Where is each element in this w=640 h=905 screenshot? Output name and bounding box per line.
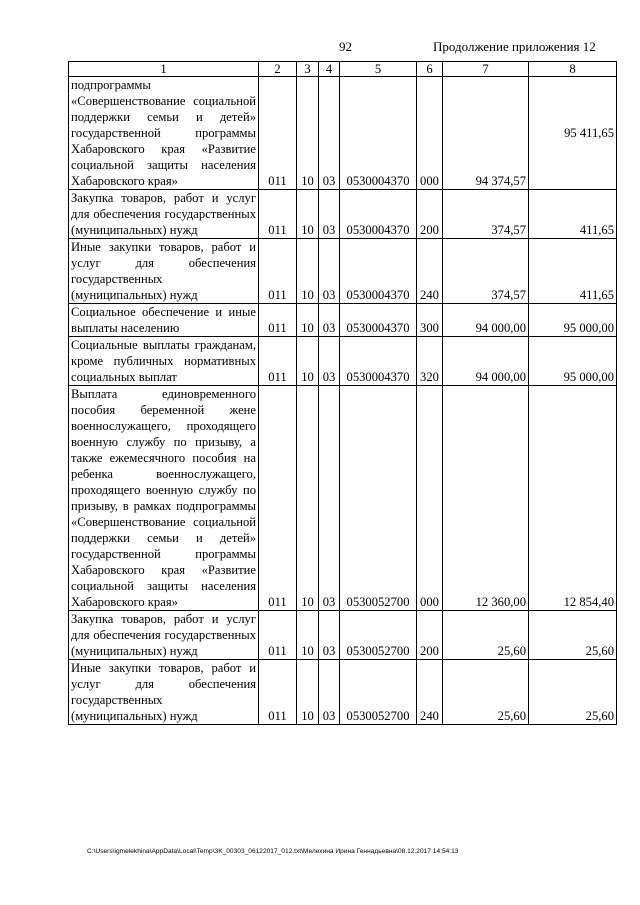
expense-name: Закупка товаров, работ и услуг для обеспечения государственных (муниципальных) нужд	[69, 190, 259, 239]
subsection-code: 03	[319, 77, 340, 190]
expense-type-code: 240	[417, 239, 443, 304]
ministry-code: 011	[259, 337, 297, 386]
column-header: 3	[297, 62, 319, 77]
table-row	[69, 190, 617, 239]
column-header: 8	[529, 62, 617, 77]
budget-table	[68, 61, 617, 725]
running-head: Продолжение приложения 12	[433, 39, 596, 54]
expense-name: Социальное обеспечение и иные выплаты населению	[69, 304, 259, 337]
section-code: 10	[297, 239, 319, 304]
expense-type-code: 300	[417, 304, 443, 337]
expense-name: Иные закупки товаров, работ и услуг для обеспечения государственных (муниципальных) нужд	[69, 660, 259, 725]
section-code: 10	[297, 190, 319, 239]
amount-col8: 411,65	[529, 239, 617, 304]
ministry-code: 011	[259, 660, 297, 725]
expense-name: Иные закупки товаров, работ и услуг для обеспечения государственных (муниципальных) нужд	[69, 239, 259, 304]
target-article-code: 0530004370	[340, 239, 417, 304]
subsection-code: 03	[319, 190, 340, 239]
expense-type-code: 240	[417, 660, 443, 725]
target-article-code: 0530004370	[340, 190, 417, 239]
ministry-code: 011	[259, 304, 297, 337]
table-row	[69, 77, 617, 190]
table-row	[69, 660, 617, 725]
amount-col8: 95 000,00	[529, 304, 617, 337]
ministry-code: 011	[259, 611, 297, 660]
amount-col7: 374,57	[443, 190, 529, 239]
table-row	[69, 386, 617, 611]
subsection-code: 03	[319, 304, 340, 337]
target-article-code: 0530004370	[340, 337, 417, 386]
amount-col8: 12 854,40	[529, 386, 617, 611]
target-article-code: 0530052700	[340, 660, 417, 725]
section-code: 10	[297, 386, 319, 611]
amount-col7: 25,60	[443, 660, 529, 725]
expense-name: подпрограммы «Совершенствование социальной поддержки семьи и детей» государственной программы Хабаровского края «Развитие социальной защиты населения Хабаровского края»	[69, 77, 259, 190]
amount-col7: 12 360,00	[443, 386, 529, 611]
amount-col8: 95 411,65	[529, 77, 617, 190]
expense-type-code: 200	[417, 611, 443, 660]
ministry-code: 011	[259, 239, 297, 304]
amount-col8: 25,60	[529, 660, 617, 725]
expense-name: Закупка товаров, работ и услуг для обеспечения государственных (муниципальных) нужд	[69, 611, 259, 660]
page-number: 92	[339, 39, 352, 54]
subsection-code: 03	[319, 386, 340, 611]
target-article-code: 0530052700	[340, 386, 417, 611]
amount-col7: 25,60	[443, 611, 529, 660]
ministry-code: 011	[259, 190, 297, 239]
table-row	[69, 611, 617, 660]
amount-col7: 374,57	[443, 239, 529, 304]
table-row	[69, 337, 617, 386]
section-code: 10	[297, 611, 319, 660]
expense-type-code: 000	[417, 386, 443, 611]
subsection-code: 03	[319, 611, 340, 660]
section-code: 10	[297, 77, 319, 190]
amount-col8: 95 000,00	[529, 337, 617, 386]
subsection-code: 03	[319, 337, 340, 386]
amount-col8: 25,60	[529, 611, 617, 660]
section-code: 10	[297, 337, 319, 386]
target-article-code: 0530004370	[340, 77, 417, 190]
expense-name: Выплата единовременного пособия беременной жене военнослужащего, проходящего военную службу по призыву, а также ежемесячного пособия на ребенка военнослужащего, проходящего военную службу по призыву, в рамках подпрограммы «Совершенствование социальной поддержки семьи и детей» государственной программы Хабаровского края «Развитие социальной защиты населения Хабаровского края»	[69, 386, 259, 611]
target-article-code: 0530004370	[340, 304, 417, 337]
amount-col8: 411,65	[529, 190, 617, 239]
amount-col7: 94 000,00	[443, 337, 529, 386]
table-header-row	[69, 62, 617, 77]
ministry-code: 011	[259, 77, 297, 190]
column-header: 7	[443, 62, 529, 77]
column-header: 2	[259, 62, 297, 77]
amount-col7: 94 374,57	[443, 77, 529, 190]
table-row	[69, 239, 617, 304]
table-row	[69, 304, 617, 337]
subsection-code: 03	[319, 239, 340, 304]
ministry-code: 011	[259, 386, 297, 611]
section-code: 10	[297, 660, 319, 725]
column-header: 5	[340, 62, 417, 77]
column-header: 1	[69, 62, 259, 77]
column-header: 4	[319, 62, 340, 77]
expense-type-code: 320	[417, 337, 443, 386]
amount-col7: 94 000,00	[443, 304, 529, 337]
column-header: 6	[417, 62, 443, 77]
section-code: 10	[297, 304, 319, 337]
expense-name: Социальные выплаты гражданам, кроме публичных нормативных социальных выплат	[69, 337, 259, 386]
subsection-code: 03	[319, 660, 340, 725]
expense-type-code: 000	[417, 77, 443, 190]
target-article-code: 0530052700	[340, 611, 417, 660]
expense-type-code: 200	[417, 190, 443, 239]
footer-file-path: C:\Users\igmelekhina\AppData\Local\Temp\3K_00303_06122017_012.txt\Мелехина Ирина Геннадьевна\08.12.2017 14:54:13	[87, 848, 459, 855]
